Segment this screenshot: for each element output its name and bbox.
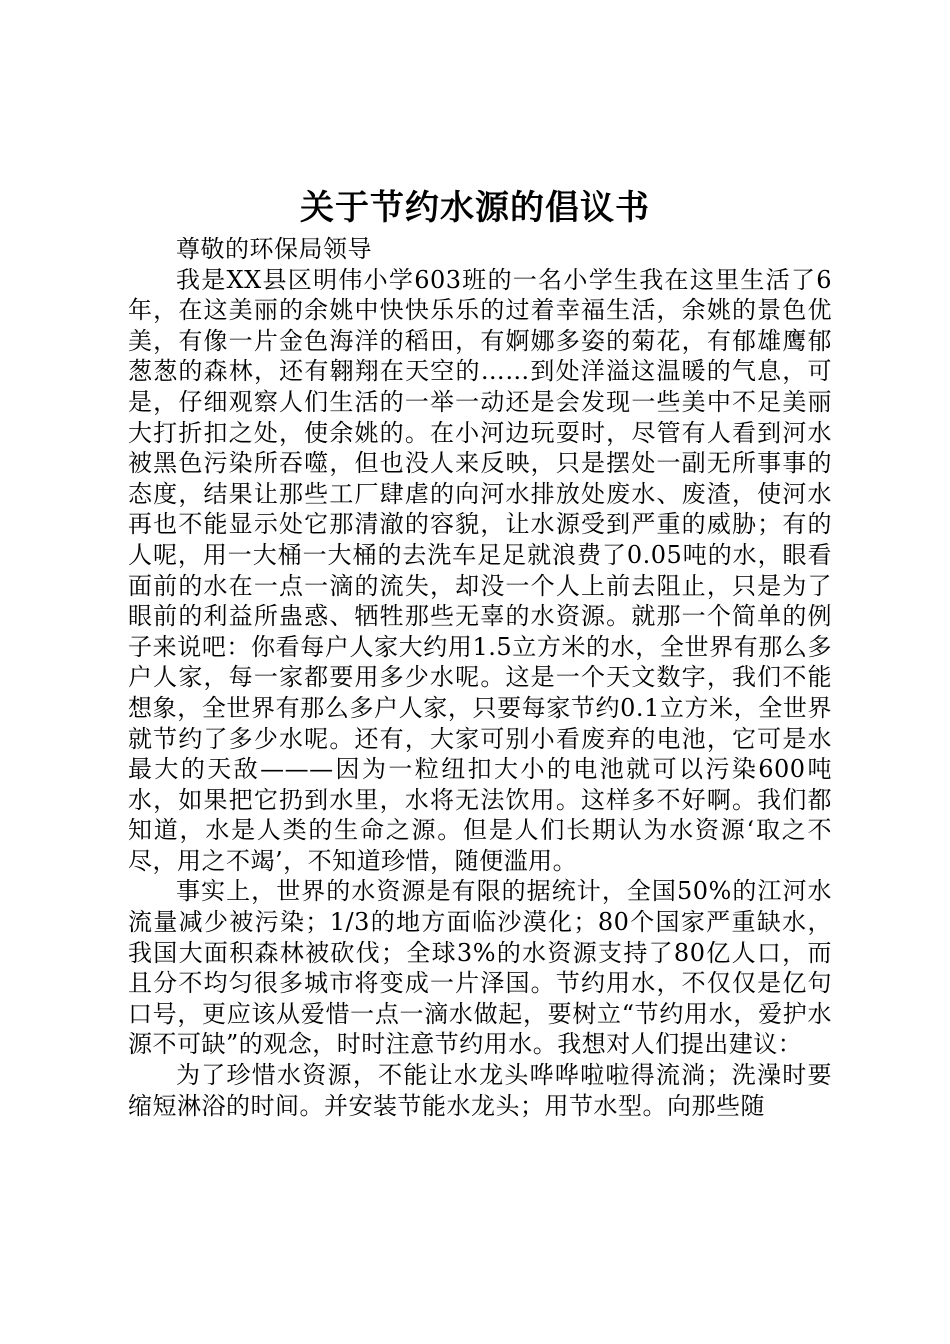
document-title: 关于节约水源的倡议书 <box>300 188 650 228</box>
paragraph-3: 为了珍惜水资源，不能让水龙头哗哗啦啦得流淌；洗澡时要缩短淋浴的时间。并安装节能水龙头；用节水型。向那些随 <box>128 1061 832 1120</box>
paragraph-2: 事实上，世界的水资源是有限的据统计，全国50%的江河水流量减少被污染；1/3的地方面临沙漠化；80个国家严重缺水，我国大面积森林被砍伐；全球3%的水资源支持了80亿人口，而且分不均匀很多城市将变成一片泽国。节约用水，不仅仅是亿句口号，更应该从爱惜一点一滴水做起，要树立“节约用水，爱护水源不可缺”的观念，时时注意节约用水。我想对人们提出建议： <box>128 877 832 1059</box>
document-body <box>128 234 832 1121</box>
salutation: 尊敬的环保局领导 <box>176 235 372 263</box>
paragraph-1: 我是XX县区明伟小学603班的一名小学生我在这里生活了6年，在这美丽的余姚中快快乐乐的过着幸福生活，余姚的景色优美，有像一片金色海洋的稻田，有婀娜多姿的菊花，有郁雄鹰郁葱葱的森林，还有翱翔在天空的……到处洋溢这温暖的气息，可是，仔细观察人们生活的一举一动还是会发现一些美中不足美丽大打折扣之处，使余姚的。在小河边玩耍时，尽管有人看到河水被黑色污染所吞噬，但也没人来反映，只是摆处一副无所事事的态度，结果让那些工厂肆虐的向河水排放处废水、废渣，使河水再也不能显示处它那清澈的容貌，让水源受到严重的威胁；有的人呢，用一大桶一大桶的去洗车足足就浪费了0.05吨的水，眼看面前的水在一点一滴的流失，却没一个人上前去阻止，只是为了眼前的利益所蛊惑、牺牲那些无辜的水资源。就那一个简单的例子来说吧：你看每户人家大约用1.5立方米的水，全世界有那么多户人家，每一家都要用多少水呢。这是一个天文数字，我们不能想象，全世界有那么多户人家，只要每家节约0.1立方米，全世界就节约了多少水呢。还有，大家可别小看废弃的电池，它可是水最大的天敌———因为一粒纽扣大小的电池就可以污染600吨水，如果把它扔到水里，水将无法饮用。这样多不好啊。我们都知道，水是人类的生命之源。但是人们长期认为水资源‘取之不尽，用之不竭’，不知道珍惜，随便滥用。 <box>128 265 832 875</box>
